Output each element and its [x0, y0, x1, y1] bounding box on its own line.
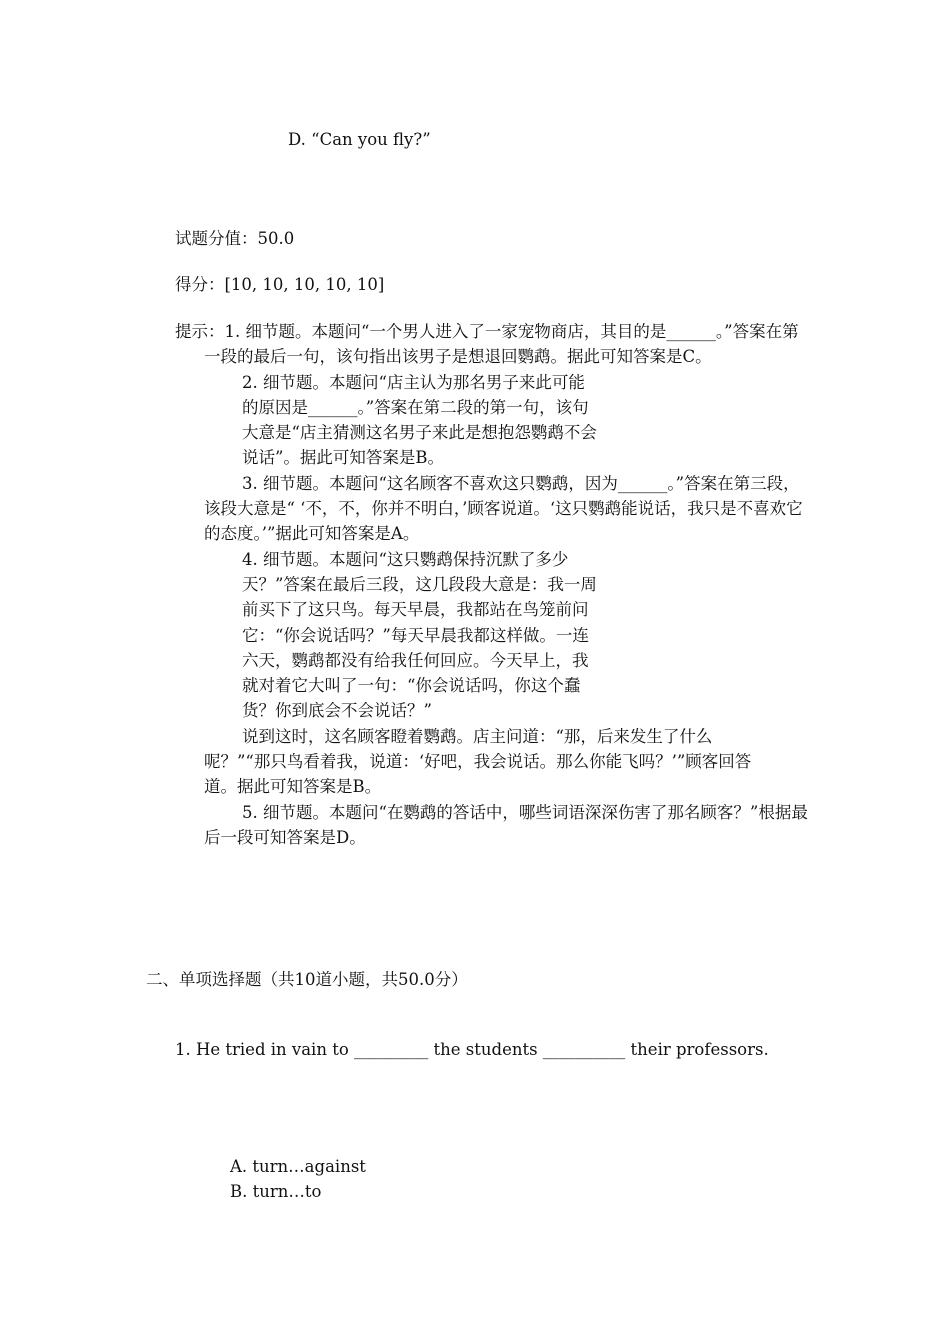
hint-paragraph-3: 3. 细节题。本题问“这名顾客不喜欢这只鹦鹉，因为______。”答案在第三段，该段大意是“ ‘不，不，你并不明白，’顾客说道。‘这只鹦鹉能说话，我只是不喜欢它的态度。’”据此可知答案是A。	[204, 473, 803, 544]
hint-paragraph-4: 4. 细节题。本题问“这只鹦鹉保持沉默了多少天？”答案在最后三段，这几段段大意是：我一周前买下了这只鸟。每天早晨，我都站在鸟笼前问它：“你会说话吗？”每天早晨我都这样做。一连六天，鹦鹉都没有给我任何回应。今天早上，我就对着它大叫了一句：“你会说话吗，你这个蠢货？你到底会不会说话？”	[242, 549, 597, 721]
score-value: 试题分值：50.0	[175, 229, 295, 248]
hint-paragraph-2: 2. 细节题。本题问“店主认为那名男子来此可能的原因是______。”答案在第二段的第一句，该句大意是“店主猜测这名男子来此是想抱怨鹦鹉不会说话”。据此可知答案是B。	[242, 372, 597, 468]
option-d: D. “Can you fly?”	[288, 130, 431, 149]
question-1-text: 1. He tried in vain to _________ the students __________ their professors.	[175, 1040, 769, 1059]
section-title: 二、单项选择题（共10道小题，共50.0分）	[146, 970, 468, 989]
option-a[interactable]: A. turn…against	[230, 1157, 366, 1176]
option-b[interactable]: B. turn…to	[230, 1182, 322, 1201]
hint-paragraph-5: 5. 细节题。本题问“在鹦鹉的答话中，哪些词语深深伤害了那名顾客？”根据最后一段可知答案是D。	[204, 802, 808, 847]
hint-block	[175, 319, 815, 850]
hint-paragraph-4b: 说到这时，这名顾客瞪着鹦鹉。店主问道：“那，后来发生了什么	[242, 726, 713, 746]
hint-paragraph-4c: 呢？”“那只鸟看着我，说道：‘好吧，我会说话。那么你能飞吗？’”顾客回答道。据此可知答案是B。	[204, 752, 752, 797]
question-1-options	[230, 1154, 366, 1204]
score-got: 得分：[10, 10, 10, 10, 10]	[175, 275, 385, 294]
hint-paragraph-1: 提示：1. 细节题。本题问“一个男人进入了一家宠物商店，其目的是______。”答案在第一段的最后一句，该句指出该男子是想退回鹦鹉。据此可知答案是C。	[175, 322, 799, 367]
